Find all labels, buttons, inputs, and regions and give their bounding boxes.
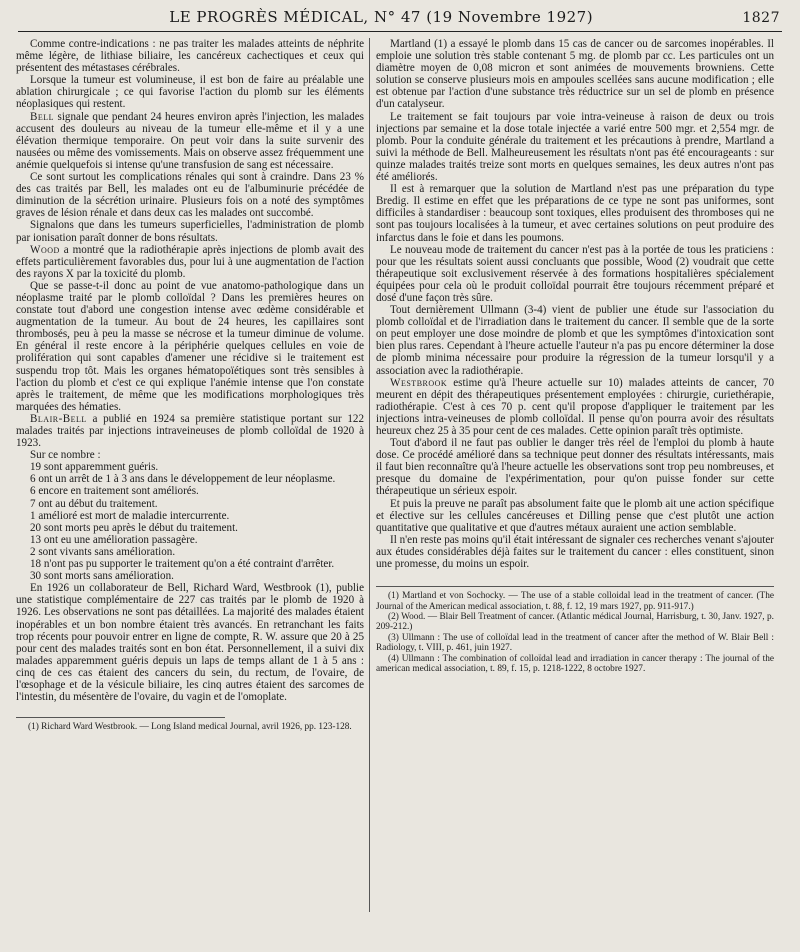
paragraph: Martland (1) a essayé le plomb dans 15 cas de cancer ou de sarcomes inopérables. Il emploie une solution très stable contenant 5 mg. de plomb par cc. Les particules ont un diamètre moyen de 0,08 micron et sont animées de mouvements browniens. Cette solution se conserve plusieurs mois en ampoules scellées sans aucune modification ; elle est obtenue par l'action d'une substance très réductrice sur un sel de plomb en présence d'un catalyseur. bbox=[376, 38, 774, 111]
paragraph bbox=[16, 111, 364, 171]
paragraph: Le traitement se fait toujours par voie intra-veineuse à raison de deux ou trois injections par semaine et la dose totale injectée a varié entre 500 mgr. et 2,554 mgr. de plomb. Pour la conduite générale du traitement et les précautions à prendre, Martland a suivi la méthode de Bell. Malheureusement les résultats n'ont pas été encourageants : sur quinze malades traités treize sont morts en quelques semaines, les deux autres n'ont pas été améliorés. bbox=[376, 110, 774, 184]
paragraph: Tout dernièrement Ullmann (3-4) vient de publier une étude sur l'association du plomb colloïdal et de l'irradiation dans le traitement du cancer. Il semble que de la sorte on peut employer une dose moindre de plomb et que les symptômes d'intoxication sont bien plus rares. Cependant à l'heure actuelle l'auteur n'a pas pu encore déterminer la dose de plomb minima nécessaire pour produire la régression de la tumeur lorsqu'il y a association avec la radiothérapie. bbox=[376, 304, 774, 377]
list-item: 7 ont au début du traitement. bbox=[30, 497, 158, 510]
paragraph: Signalons que dans les tumeurs superficielles, l'administration de plomb par ionisation paraît donner de bons résultats. bbox=[16, 219, 364, 244]
footnote: (1) Richard Ward Westbrook. — Long Island medical Journal, avril 1926, pp. 123-128. bbox=[28, 722, 352, 733]
paragraph: En 1926 un collaborateur de Bell, Richard Ward, Westbrook (1), publie une statistique complémentaire de 227 cas traités par le plomb de 1920 à 1926. Les observations ne sont pas détaillées. La majorité des malades étaient inopérables et un bon nombre étaient très avancés. En retranchant les faits trop récents pour pouvoir entrer en ligne de compte, R. W. assure que 20 à 25 pour cent des malades traités sont en bon état. Personnellement, il a suivi dix malades apparemment guéris depuis un laps de temps allant de 1 à 5 ans : cinq de ces cas étaient des cancers du sein, du rectum, de l'ovaire, de l'œsophage et de la vésicule biliaire, les cinq autres étaient des sarcomes de l'intestin, du mésentère de l'ovaire, du vagin et de l'omoplate. bbox=[16, 582, 364, 704]
list-item: 2 sont vivants sans amélioration. bbox=[30, 545, 176, 558]
header-rule bbox=[18, 31, 782, 32]
list-item: 1 amélioré est mort de maladie intercurrente. bbox=[30, 509, 230, 522]
author-name: Wood bbox=[30, 243, 60, 256]
paragraph: Lorsque la tumeur est volumineuse, il est bon de faire au préalable une ablation chirurgicale ; ce qui favorise l'action du plomb sur les éléments néoplasiques qui restent. bbox=[16, 74, 364, 111]
paragraph-text: a publié en 1924 sa première statistique portant sur 122 malades traités par injections intraveineuses de plomb colloïdal de 1920 à 1923. bbox=[16, 412, 364, 450]
paragraph bbox=[376, 377, 774, 437]
paragraph bbox=[16, 244, 364, 280]
paragraph-text: estime qu'à l'heure actuelle sur 10) malades atteints de cancer, 70 meurent en dépit des thérapeutiques présentement employées : chirurgie, curiethérapie, radiothérapie. C'est à ces 70 p. cent qu'il propose d'appliquer le traitement par les injections intra-veineuses de plomb colloïdal. Il pense qu'on pourra avoir des résultats heureux chez 25 à 35 pour cent de ces malades. Cette opinion paraît très optimiste. bbox=[376, 376, 774, 437]
paragraph: Le nouveau mode de traitement du cancer n'est pas à la portée de tous les praticiens : pour que les résultats soient aussi concluants que possible, Wood (2) voudrait que cette thérapeutique soit exclusivement réservée à des formations hospitalières spécialement équipées pour cela où le produit colloïdal pourrait être toujours récemment préparé et dosé d'une façon très sûre. bbox=[376, 243, 774, 304]
author-name: Westbrook bbox=[390, 376, 448, 389]
list-item: 13 ont eu une amélioration passagère. bbox=[30, 533, 198, 546]
paragraph-text: signale que pendant 24 heures environ après l'injection, les malades accusent des douleurs au niveau de la tumeur elle-même et il y a une élévation thermique temporaire. On peut voir dans la suite survenir des nausées ou même des vomissements. Mais on observe assez fréquemment une anémie quelquefois si intense qu'une transfusion de sang est nécessaire. bbox=[16, 110, 364, 171]
footnotes bbox=[16, 722, 364, 732]
list-item: 6 ont un arrêt de 1 à 3 ans dans le développement de leur néoplasme. bbox=[30, 473, 336, 486]
paragraph: Il n'en reste pas moins qu'il était intéressant de signaler ces recherches venant s'ajouter aux études considérables déjà faites sur le traitement du cancer : elles constituent, sinon une promesse, du moins un espoir. bbox=[376, 533, 774, 571]
statistics-list bbox=[16, 461, 364, 582]
footnote: (3) Ullmann : The use of colloïdal lead in the treatment of cancer after the method of W. Blair Bell : Radiology, t. VIII, p. 461, juin 1927. bbox=[376, 632, 774, 654]
paragraph: Il est à remarquer que la solution de Martland n'est pas une préparation du type Bredig. Il estime en effet que les préparations de ce type ne sont pas uniformes, sont difficiles à standardiser : beaucoup sont toxiques, elles produisent des thromboses qui ne sont pas toujours localisées à la tumeur, et avec certaines solutions on peut produire des infarctus dans le foie et dans les poumons. bbox=[376, 183, 774, 244]
footnote-rule bbox=[16, 717, 225, 718]
author-name: Blair-Bell bbox=[30, 412, 87, 425]
footnote-rule bbox=[376, 586, 774, 587]
author-name: Bell bbox=[30, 110, 55, 123]
paragraph: Ce sont surtout les complications rénales qui sont à craindre. Dans 23 % des cas traités par Bell, les malades ont eu de l'albuminurie précédée de diminution de la sécrétion urinaire. Plusieurs fois on a noté des symptômes graves de lésion rénale et dans deux cas les malades ont succombé. bbox=[16, 171, 364, 220]
paragraph: Et puis la preuve ne paraît pas absolument faite que le plomb ait une action spécifique et élective sur les cellules cancéreuses et Dilling pense que c'est plutôt une action quantitative que qualitative et que d'autres métaux auraient une action semblable. bbox=[376, 497, 774, 534]
list-item: 6 encore en traitement sont améliorés. bbox=[30, 485, 199, 498]
right-column bbox=[376, 38, 774, 942]
footnote: (4) Ullmann : The combination of colloïdal lead and irradiation in cancer therapy : The journal of the american medical association, t. 89, f. 15, p. 1218-1222, 8 octobre 1927. bbox=[376, 653, 774, 674]
journal-header-title: LE PROGRÈS MÉDICAL, N° 47 (19 Novembre 1927) bbox=[169, 8, 594, 26]
list-item: 20 sont morts peu après le début du traitement. bbox=[30, 521, 238, 534]
footnote: (2) Wood. — Blair Bell Treatment of cancer. (Atlantic médical Journal, Harrisburg, t. 30, Janv. 1927, p. 209-212.) bbox=[376, 611, 774, 633]
left-column bbox=[16, 38, 364, 942]
list-item: 30 sont morts sans amélioration. bbox=[30, 570, 174, 583]
paragraph: Sur ce nombre : bbox=[30, 449, 101, 462]
list-item: 18 n'ont pas pu supporter le traitement qu'on a été contraint d'arrêter. bbox=[30, 558, 335, 571]
paragraph: Que se passe-t-il donc au point de vue anatomo-pathologique dans un néoplasme traité par le plomb colloïdal ? Dans les premières heures on constate tout d'abord une congestion intense avec œdème considérable et augmentation de la tumeur. Au bout de 24 heures, les capillaires sont thrombosés, peu à peu la masse se nécrose et la tumeur diminue de volume. En général il reste encore à la périphérie quelques cellules en voie de prolifération qui sont capables d'amener une récidive si le traitement est suspendu trop tôt. Mais les organes hématopoïétiques sont très sensibles à l'action du plomb et c'est ce qui explique l'anémie intense que l'on constate après le traitement, de même que les modifications morphologiques très marquées des hématies. bbox=[16, 279, 364, 413]
running-header bbox=[20, 8, 780, 30]
paragraph-text: a montré que la radiothérapie après injections de plomb avait des effets particulièrement favorables dus, pour lui à une augmentation de l'action des rayons X par la toxicité du plomb. bbox=[16, 243, 364, 280]
paragraph: Tout d'abord il ne faut pas oublier le danger très réel de l'emploi du plomb à haute dose. Ce procédé amélioré dans sa technique peut donner des résultats intéressants, mais il faut bien reconnaître qu'à l'heure actuelle les observations sont trop peu nombreuses, et presque du domaine de l'expérimentation, pour qu'on puisse fonder sur cette thérapeutique un sérieux espoir. bbox=[376, 437, 774, 498]
page-number: 1827 bbox=[742, 10, 780, 26]
footnote: (1) Martland et von Sochocky. — The use of a stable colloidal lead in the treatment of cancer. (The Journal of the American medical association, t. 88, f. 12, 19 mars 1927, pp. 911-917.) bbox=[376, 591, 774, 612]
paragraph bbox=[16, 413, 364, 449]
column-divider bbox=[369, 38, 370, 912]
footnotes bbox=[376, 591, 774, 674]
list-item: 19 sont apparemment guéris. bbox=[30, 461, 159, 474]
paragraph: Comme contre-indications : ne pas traiter les malades atteints de néphrite même légère, de lithiase biliaire, les cancéreux cachectiques et ceux qui présentent des métastases cérébrales. bbox=[16, 38, 364, 75]
